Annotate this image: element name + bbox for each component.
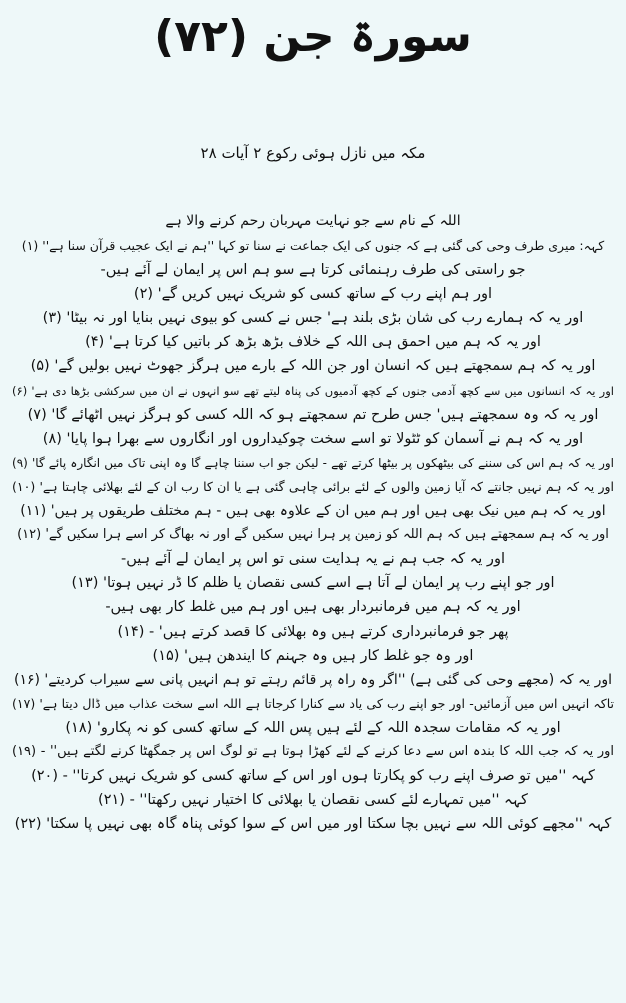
verse-22: کہہ ''مجھے کوئی اللہ سے نہیں بچا سکتا اور میں اس کے سوا کوئی پناہ گاہ بھی نہیں پا سکتا' (۲۲) bbox=[14, 816, 612, 833]
verse-list bbox=[12, 234, 614, 836]
verse-13-intro: اور یہ کہ جب ہم نے یہ ہدایت سنی تو اس پر ایمان لے آئے ہیں- bbox=[121, 551, 505, 568]
verse-16: اور یہ کہ (مجھے وحی کی گئی ہے) ''اگر وہ راہ پر قائم رہتے تو ہم انہیں پانی سے سیراب کردیتے' (۱۶) bbox=[13, 671, 612, 688]
verse-14: پھر جو فرمانبرداری کرتے ہیں وہ بھلائی کا قصد کرتے ہیں' - (۱۴) bbox=[117, 623, 509, 640]
verse-9: اور یہ کہ ہم اس کی سننے کی بیٹھکوں پر بیٹھا کرتے تھے - لیکن جو اب سننا چاہے گا وہ اپنی تاک میں انگارہ پائے گا' (۹) bbox=[12, 455, 614, 470]
verse-14-intro: اور یہ کہ ہم میں فرمانبردار بھی ہیں اور ہم میں غلط کار بھی ہیں- bbox=[105, 599, 521, 616]
verse-13: اور جو اپنے رب پر ایمان لے آتا ہے اسے کسی نقصان یا ظلم کا ڈر نہیں ہوتا' (۱۳) bbox=[71, 575, 555, 592]
verse-21: کہہ ''میں تمہارے لئے کسی نقصان یا بھلائی کا اختیار نہیں رکھتا'' - (۲۱) bbox=[98, 792, 528, 809]
verse-3: اور یہ کہ ہمارے رب کی شان بڑی بلند ہے' جس نے کسی کو بیوی نہیں بنایا اور نہ بیٹا' (۳) bbox=[42, 310, 584, 327]
verse-4: اور یہ کہ ہم میں احمق ہی اللہ کے خلاف بڑھ بڑھ کر باتیں کیا کرتا ہے' (۴) bbox=[85, 334, 541, 351]
verse-8: اور یہ کہ ہم نے آسمان کو ٹٹولا تو اسے سخت چوکیداروں اور انگاروں سے بھرا ہوا پایا' (۸) bbox=[42, 430, 584, 447]
verse-6: اور یہ کہ انسانوں میں سے کچھ آدمی جنوں کے کچھ آدمیوں کی پناہ لیتے تھے سو انہوں نے ان میں سرکشی بڑھا دی ہے' (۶) bbox=[12, 383, 614, 398]
verse-10: اور یہ کہ ہم نہیں جانتے کہ آیا زمین والوں کے لئے برائی چاہی گئی ہے یا ان کا رب ان کے لئے بھلائی چاہتا ہے' (۱۰) bbox=[12, 478, 614, 494]
verse-2: اور ہم اپنے رب کے ساتھ کسی کو شریک نہیں کریں گے' (۲) bbox=[133, 286, 493, 303]
verse-20: کہہ ''میں تو صرف اپنے رب کو پکارتا ہوں اور اس کے ساتھ کسی کو شریک نہیں کرتا'' - (۲۰) bbox=[31, 768, 595, 785]
bismillah: اللہ کے نام سے جو نہایت مہربان رحم کرنے والا ہے bbox=[165, 213, 461, 229]
verse-1: کہہ: میری طرف وحی کی گئی ہے کہ جنوں کی ایک جماعت نے سنا تو کہا ''ہم نے ایک عجیب قرآن سنا ہے'' (۱) bbox=[21, 238, 605, 253]
verse-17: تاکہ انہیں اس میں آزمائیں- اور جو اپنے رب کی یاد سے کنارا کرجاتا ہے اللہ اسے سخت عذاب میں ڈال دیتا ہے' (۱۷) bbox=[12, 695, 614, 711]
verse-11: اور یہ کہ ہم میں نیک بھی ہیں اور ہم میں ان کے علاوہ بھی ہیں - ہم مختلف طریقوں پر ہیں' (۱۱) bbox=[20, 503, 606, 520]
surah-title: سورۃ جن (۷۲) bbox=[154, 11, 472, 62]
verse-5: اور یہ کہ ہم سمجھتے ہیں کہ انسان اور جن اللہ کے بارے میں ہرگز جھوٹ نہیں بولیں گے' (۵) bbox=[30, 358, 596, 375]
verse-19: اور یہ کہ جب اللہ کا بندہ اس سے دعا کرنے کے لئے کھڑا ہوتا ہے تو لوگ اس پر جمگھٹا کرنے لگتے ہیں'' - (۱۹) bbox=[12, 743, 614, 759]
verse-7: اور یہ کہ وہ سمجھتے ہیں' جس طرح تم سمجھتے ہو کہ اللہ کسی کو ہرگز نہیں اٹھائے گا' (۷) bbox=[27, 406, 599, 423]
verse-15: اور وہ جو غلط کار ہیں وہ جہنم کا ایندھن ہیں' (۱۵) bbox=[152, 647, 474, 664]
verse-12: اور یہ کہ ہم سمجھتے ہیں کہ ہم اللہ کو زمین پر ہرا نہیں سکیں گے اور نہ بھاگ کر اسے ہرا سکیں گے' (۱۲) bbox=[17, 527, 609, 543]
verse-1-cont: جو راستی کی طرف رہنمائی کرتا ہے سو ہم اس پر ایمان لے آئے ہیں- bbox=[100, 262, 526, 279]
revelation-info: مکہ میں نازل ہوئی رکوع ۲ آیات ۲۸ bbox=[200, 144, 426, 162]
verse-18: اور یہ کہ مقامات سجدہ اللہ کے لئے ہیں پس اللہ کے ساتھ کسی کو نہ پکارو' (۱۸) bbox=[65, 719, 561, 736]
